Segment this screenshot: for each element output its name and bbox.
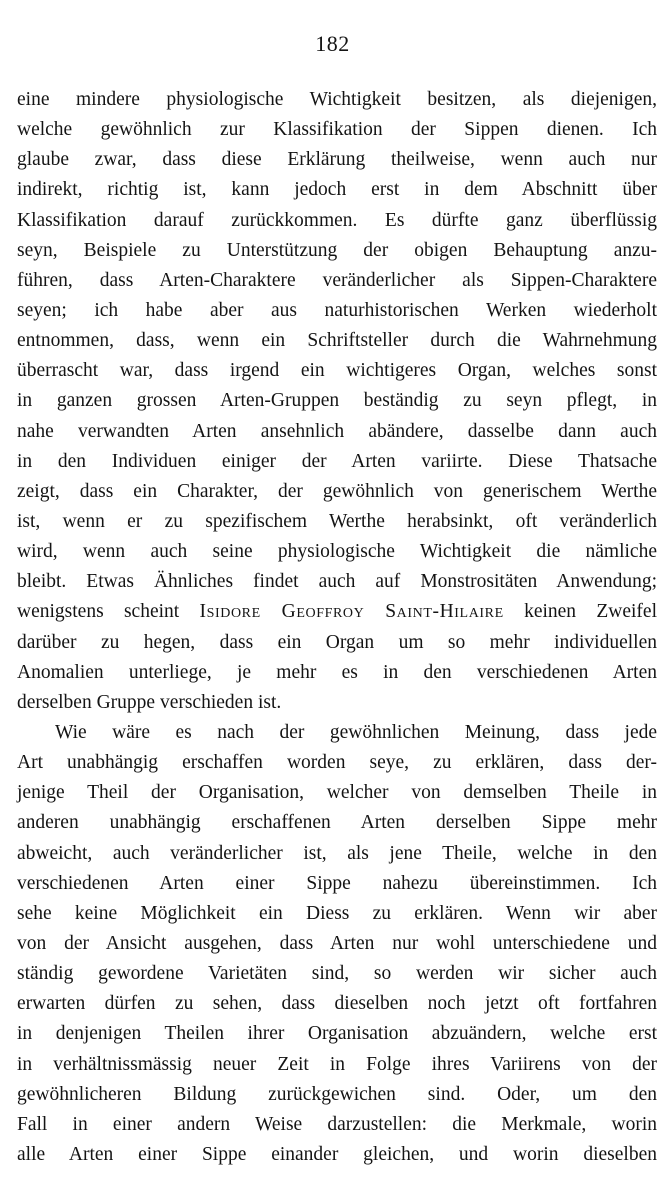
page-number: 182 [315,31,350,56]
text-line: welche gewöhnlich zur Klassifikation der Sippen dienen. Ich [17,119,657,141]
text-line: ständig gewordene Varietäten sind, so werden wir sicher auch [17,963,657,985]
text-line: führen, dass Arten-Charaktere veränderlicher als Sippen-Charaktere [17,269,657,291]
text-line [17,597,657,627]
text-line: glaube zwar, dass diese Erklärung theilweise, wenn auch nur [17,149,657,171]
text-line: zeigt, dass ein Charakter, der gewöhnlich von generischem Werthe [17,480,657,502]
text-line: jenige Theil der Organisation, welcher von demselben Theile in [17,782,657,804]
text-line: Wie wäre es nach der gewöhnlichen Meinung, dass jede [55,721,657,743]
text-line: Fall in einer andern Weise darzustellen: die Merkmale, worin [17,1113,657,1135]
text-line: wird, wenn auch seine physiologische Wichtigkeit die nämliche [17,541,657,563]
body-text [17,85,657,1170]
text-line: eine mindere physiologische Wichtigkeit besitzen, als diejenigen, [17,89,657,110]
text-line: nahe verwandten Arten ansehnlich abändere, dasselbe dann auch [17,420,657,442]
text-line: derselben Gruppe verschieden ist. [17,691,282,713]
text-segment: wenigstens scheint [17,601,200,623]
text-line: in verhältnissmässig neuer Zeit in Folge ihres Variirens von der [17,1053,657,1075]
text-line: in ganzen grossen Arten-Gruppen beständig zu seyn pflegt, in [17,390,657,412]
text-line: von der Ansicht ausgehen, dass Arten nur wohl unterschiedene und [17,932,657,954]
text-line: gewöhnlicheren Bildung zurückgewichen sind. Oder, um den [17,1083,657,1105]
text-line: Anomalien unterliege, je mehr es in den verschiedenen Arten [17,661,657,683]
text-line: überrascht war, dass irgend ein wichtigeres Organ, welches sonst [17,360,657,382]
text-line: ist, wenn er zu spezifischem Werthe herabsinkt, oft veränderlich [17,510,657,532]
text-line: alle Arten einer Sippe einander gleichen, und worin dieselben [17,1143,657,1165]
text-line: bleibt. Etwas Ähnliches findet auch auf Monstrositäten Anwendung; [17,571,657,593]
text-segment: keinen Zweifel [503,601,657,623]
text-line: Art unabhängig erschaffen worden seye, zu erklären, dass der- [17,752,657,774]
text-line: entnommen, dass, wenn ein Schriftsteller durch die Wahrnehmung [17,330,657,352]
text-line: anderen unabhängig erschaffenen Arten derselben Sippe mehr [17,812,657,834]
text-line: indirekt, richtig ist, kann jedoch erst in dem Abschnitt über [17,179,657,201]
text-line: in denjenigen Theilen ihrer Organisation abzuändern, welche erst [17,1023,657,1045]
text-line: darüber zu hegen, dass ein Organ um so mehr individuellen [17,631,657,653]
text-line: sehe keine Möglichkeit ein Diess zu erklären. Wenn wir aber [17,902,657,924]
text-line: Klassifikation darauf zurückkommen. Es dürfte ganz überflüssig [17,209,657,231]
text-line: seyen; ich habe aber aus naturhistorischen Werken wiederholt [17,299,657,321]
text-line: seyn, Beispiele zu Unterstützung der obigen Behauptung anzu- [17,239,657,261]
text-line: erwarten dürfen zu sehen, dass dieselben noch jetzt oft fortfahren [17,993,657,1015]
text-line: in den Individuen einiger der Arten variirte. Diese Thatsache [17,450,657,472]
author-name: Isidore Geoffroy Saint-Hilaire [199,601,504,623]
text-line: verschiedenen Arten einer Sippe nahezu übereinstimmen. Ich [17,872,657,894]
text-line: abweicht, auch veränderlicher ist, als jene Theile, welche in den [17,842,657,864]
